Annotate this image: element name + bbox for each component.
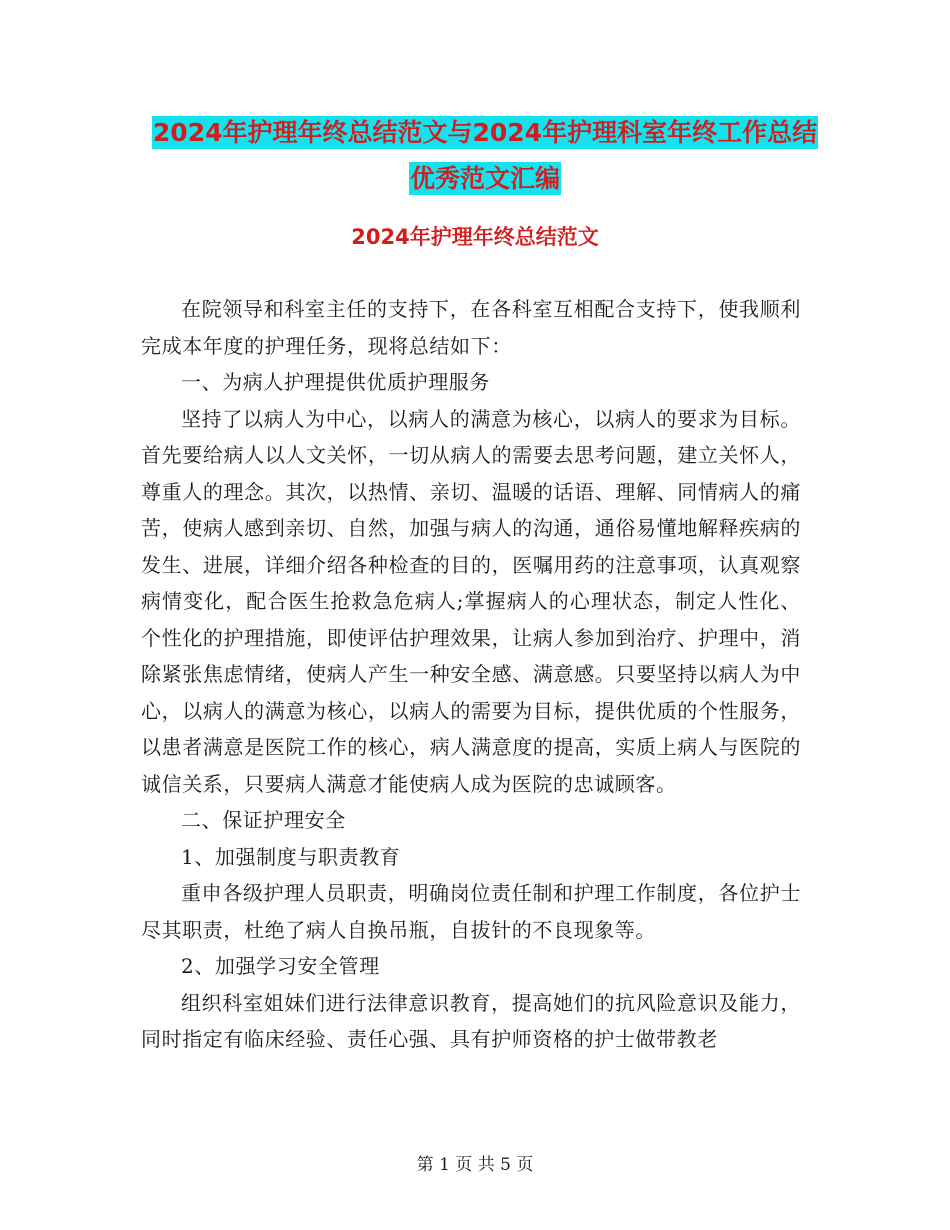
section-title: 2024年护理年终总结范文 — [351, 225, 599, 249]
subheading-responsibility: 1、加强制度与职责教育 — [181, 844, 401, 869]
document-body — [141, 291, 801, 1058]
document-title-text: 2024年护理年终总结范文与2024年护理科室年终工作总结优秀范文汇编 — [152, 118, 818, 193]
page-footer: 第 1 页 共 5 页 — [416, 1155, 534, 1175]
paragraph-responsibility: 重申各级护理人员职责，明确岗位责任制和护理工作制度，各位护士尽其职责，杜绝了病人自换吊瓶，自拔针的不良现象等。 — [141, 881, 801, 942]
paragraph-safety-management: 组织科室姐妹们进行法律意识教育，提高她们的抗风险意识及能力，同时指定有临床经验、责任心强、具有护师资格的护士做带教老 — [141, 990, 801, 1051]
heading-safety: 二、保证护理安全 — [181, 808, 346, 832]
subheading-safety-management: 2、加强学习安全管理 — [181, 954, 380, 978]
paragraph-intro: 在院领导和科室主任的支持下，在各科室互相配合支持下，使我顺利完成本年度的护理任务，现将总结如下： — [141, 297, 801, 358]
heading-service: 一、为病人护理提供优质护理服务 — [181, 370, 490, 394]
document-title — [140, 110, 830, 202]
paragraph-service: 坚持了以病人为中心，以病人的满意为核心，以病人的要求为目标。首先要给病人以人文关怀，一切从病人的需要去思考问题，建立关怀人，尊重人的理念。其次，以热情、亲切、温暖的话语、理解、同情病人的痛苦，使病人感到亲切、自然，加强与病人的沟通，通俗易懂地解释疾病的发生、进展，详细介绍各种检查的目的，医嘱用药的注意事项，认真观察病情变化，配合医生抢救急危病人;掌握病人的心理状态，制定人性化、个性化的护理措施，即使评估护理效果，让病人参加到治疗、护理中，消除紧张焦虑情绪，使病人产生一种安全感、满意感。只要坚持以病人为中心，以病人的满意为核心，以病人的需要为目标，提供优质的个性服务，以患者满意是医院工作的核心，病人满意度的提高，实质上病人与医院的诚信关系，只要病人满意才能使病人成为医院的忠诚顾客。 — [141, 406, 801, 796]
